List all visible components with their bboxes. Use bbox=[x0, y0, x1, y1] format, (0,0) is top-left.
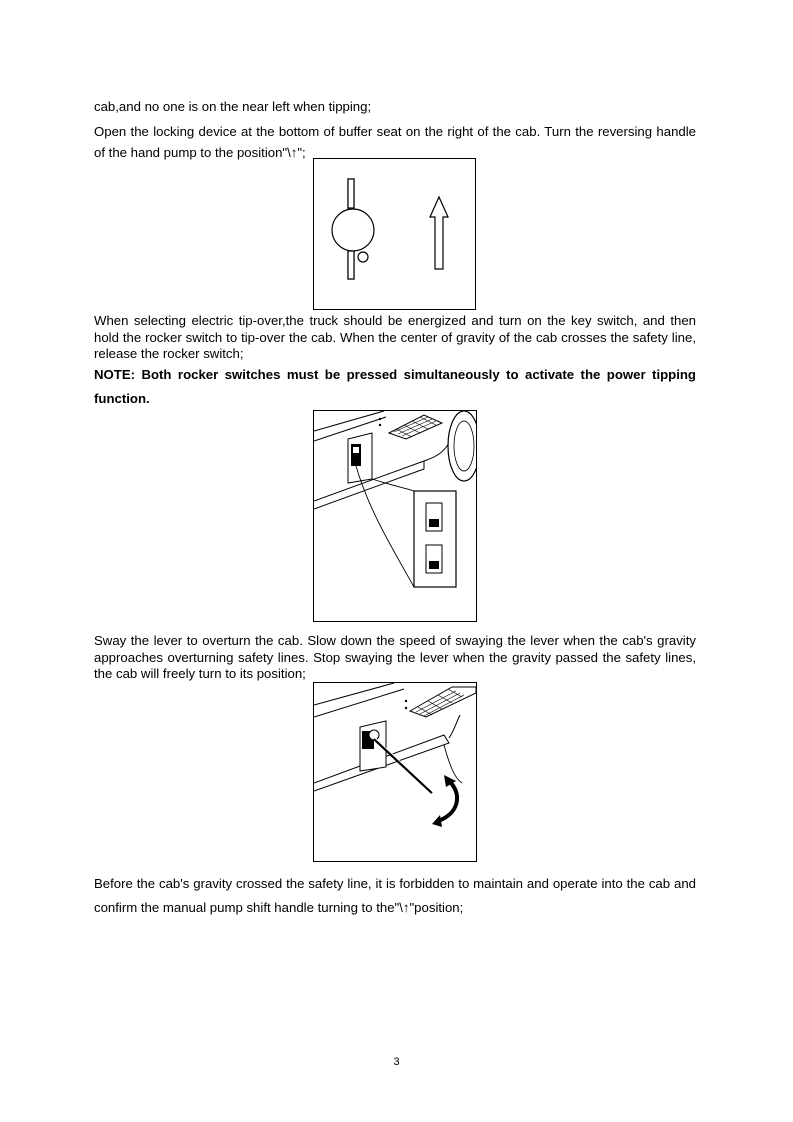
paragraph-sway-lever: Sway the lever to overturn the cab. Slow down the speed of swaying the lever when the cab's gravity approaches overturning safety lines. Stop swaying the lever when the gravity passed the safety lines, the cab will freely turn to its position; bbox=[94, 633, 696, 681]
paragraph-locking-device: Open the locking device at the bottom of buffer seat on the right of the cab. Turn the reversing handle of the hand pump to the position"\↑"; bbox=[94, 124, 696, 160]
paragraph-safety-warning: Before the cab's gravity crossed the safety line, it is forbidden to maintain and operate into the cab and confirm the manual pump shift handle turning to the"\↑"position; bbox=[94, 876, 696, 915]
hand-pump-handle-figure bbox=[313, 158, 476, 310]
paragraph-cab-tipping: cab,and no one is on the near left when tipping; bbox=[94, 99, 372, 114]
lever-sway-icon bbox=[314, 683, 476, 861]
note-rocker-switches: NOTE: Both rocker switches must be pressed simultaneously to activate the power tipping function. bbox=[94, 367, 696, 406]
hand-pump-handle-icon bbox=[314, 159, 475, 309]
paragraph-electric-tip-over: When selecting electric tip-over,the truck should be energized and turn on the key switch, and then hold the rocker switch to tip-over the cab. When the center of gravity of the cab crosses the safety line, release the rocker switch; bbox=[94, 313, 696, 361]
page-number: 3 bbox=[393, 1056, 400, 1068]
rocker-switch-icon bbox=[314, 411, 476, 621]
lever-sway-figure bbox=[313, 682, 477, 862]
rocker-switch-figure bbox=[313, 410, 477, 622]
